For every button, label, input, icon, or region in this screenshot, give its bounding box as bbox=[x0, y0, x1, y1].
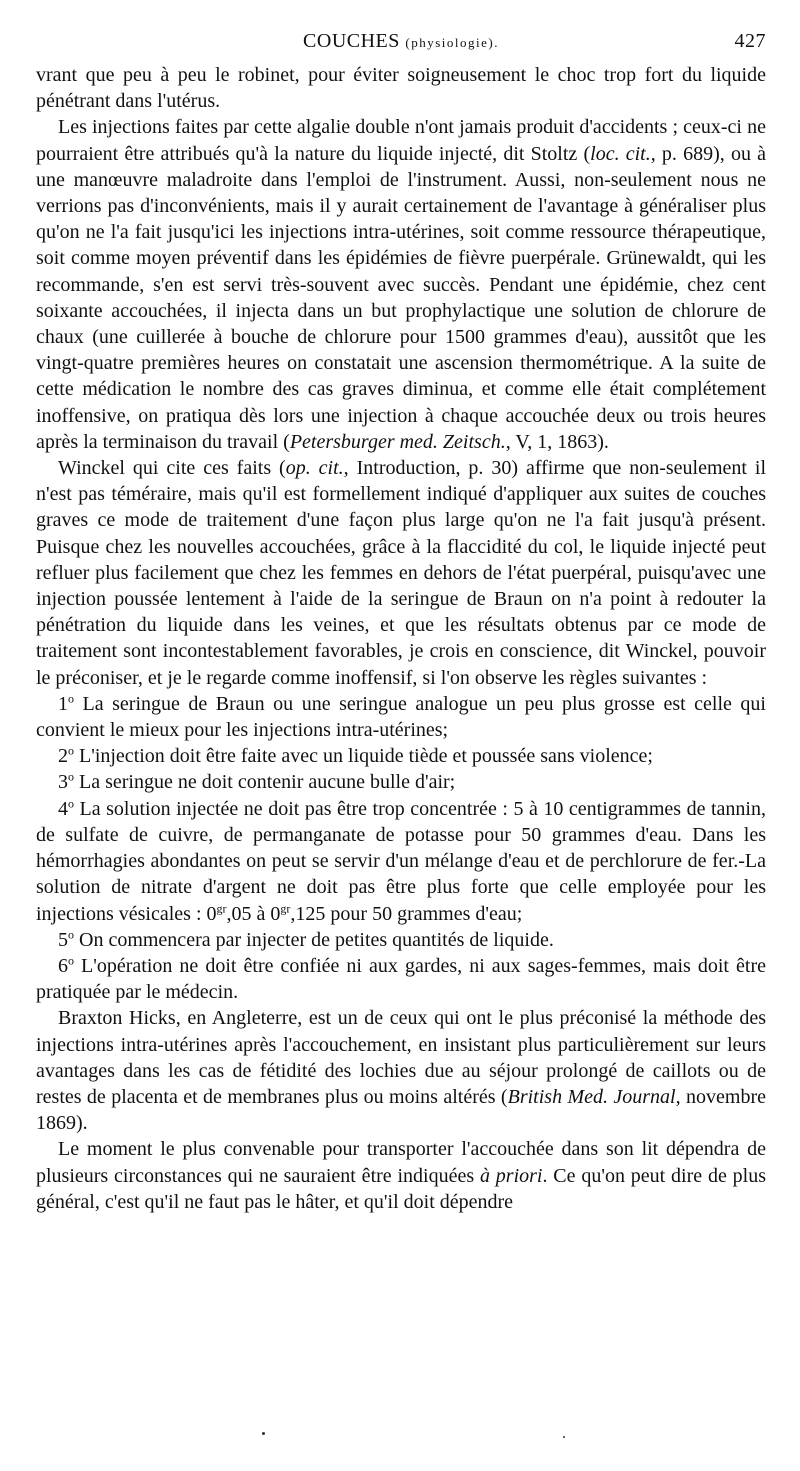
italic-text: Petersburger med. Zeitsch. bbox=[289, 430, 506, 453]
paragraph bbox=[36, 114, 766, 455]
running-title-main: COUCHES bbox=[303, 30, 400, 52]
running-title-subject: (physiologie). bbox=[405, 35, 499, 50]
superscript: o bbox=[68, 691, 74, 706]
paragraph bbox=[36, 1136, 766, 1215]
text-run: 3 bbox=[58, 771, 68, 794]
list-item bbox=[36, 769, 766, 795]
page-body bbox=[36, 62, 766, 1215]
text-run: 2 bbox=[58, 745, 68, 768]
text-run: , Introduction, p. 30) affirme que non-seulement il n'est pas téméraire, mais qu'il est formellement indiqué d'appliquer aux suites de couches graves ce mode de traitement d'une façon plus large qu'on ne l'a fait jusqu'à présent. Puisque chez les nouvelles accouchées, grâce à la flaccidité du col, le liquide injecté peut refluer plus facilement que chez les femmes en dehors de l'état puerpéral, puisqu'avec une injection poussée lentement à l'aide de la seringue de Braun on n'a point à redouter la pénétration du liquide dans les veines, et que les résultats obtenus par ce mode de traitement sont incontestablement favorables, je crois en conscience, dit Winckel, pouvoir le préconiser, et je le regarde comme inoffensif, si l'on observe les règles suivantes : bbox=[36, 457, 767, 689]
superscript: o bbox=[68, 927, 74, 942]
text-run: L'opération ne doit être confiée ni aux gardes, ni aux sages-femmes, mais doit être pratiquée par le médecin. bbox=[36, 954, 766, 1004]
text-run: On commencera par injecter de petites quantités de liquide. bbox=[74, 928, 554, 951]
running-header bbox=[36, 30, 766, 56]
text-run: Braxton Hicks, en Angleterre, est un de ceux qui ont le plus préconisé la méthode des injections intra-utérines après l'accouchement, en insistant plus particulièrement sur leurs avantages dans les cas de fétidité des lochies due au séjour prolongé de caillots ou de restes de placenta et de membranes plus ou moins altérés ( bbox=[36, 1007, 766, 1108]
superscript: gr bbox=[280, 900, 291, 915]
paragraph bbox=[36, 1005, 766, 1136]
list-item bbox=[36, 691, 766, 743]
text-run: ,05 à 0 bbox=[226, 902, 281, 925]
text-run: 1 bbox=[58, 692, 68, 715]
text-run: 6 bbox=[58, 954, 68, 977]
text-run: Les injections faites par cette algalie double n'ont jamais produit d'accidents ; ceux-ci ne pourraient être attribués qu'à la nature du liquide injecté, dit Stoltz ( bbox=[36, 116, 766, 165]
text-run: 5 bbox=[58, 928, 68, 951]
paragraph bbox=[36, 455, 766, 691]
italic-text: British Med. Journal bbox=[507, 1085, 676, 1108]
superscript: o bbox=[68, 796, 74, 811]
running-title bbox=[36, 30, 766, 53]
print-speck bbox=[262, 1432, 265, 1435]
superscript: o bbox=[68, 769, 74, 784]
text-run: . Ce qu'on peut dire de plus général, c'est qu'il ne faut pas le hâter, et qu'il doit dépendre bbox=[36, 1164, 766, 1213]
text-run: Le moment le plus convenable pour transporter l'accouchée dans son lit dépendra de plusieurs circonstances qui ne sauraient être indiquées bbox=[36, 1138, 766, 1187]
superscript: gr bbox=[216, 900, 227, 915]
superscript: o bbox=[68, 953, 74, 968]
paragraph bbox=[36, 62, 766, 114]
page-number: 427 bbox=[734, 30, 766, 52]
print-speck bbox=[563, 1436, 565, 1438]
list-item bbox=[36, 927, 766, 953]
text-run: , novembre 1869). bbox=[36, 1085, 766, 1135]
superscript: o bbox=[68, 743, 74, 758]
text-run: La solution injectée ne doit pas être trop concentrée : 5 à 10 centigrammes de tannin, de sulfate de cuivre, de permanganate de potasse pour 50 grammes d'eau. Dans les hémorrhagies abondantes on peut se servir d'un mélange d'eau et de perchlorure de fer.-La solution de nitrate d'argent ne doit pas être plus forte que celle employée pour les injections vésicales : 0 bbox=[36, 797, 766, 925]
text-run: ,125 pour 50 grammes d'eau; bbox=[290, 902, 523, 925]
text-run: , V, 1, 1863). bbox=[505, 430, 609, 453]
text-run: , p. 689), ou à une manœuvre maladroite dans l'emploi de l'instrument. Aussi, non-seulement nous ne verrions pas d'inconvénients, mais il y aurait certainement de l'avantage à généraliser plus qu'on ne l'a fait jusqu'ici les injections intra-utérines, soit comme ressource thérapeutique, soit comme moyen préventif dans les épidémies de fièvre puerpérale. Grünewaldt, qui les recommande, s'en est servi très-souvent avec succès. Pendant une épidémie, chez cent soixante accouchées, il injecta dans un but prophylactique une solution de chlorure de chaux (une cuillerée à bouche de chlorure pour 1500 grammes d'eau), aussitôt que les vingt-quatre premières heures on constatait une ascension thermométrique. A la suite de cette médication le nombre des cas graves diminua, et comme elle était complétement inoffensive, on pratiqua dès lors une injection à chaque accouchée deux ou trois heures après la terminaison du travail ( bbox=[36, 142, 766, 453]
italic-text: à priori bbox=[479, 1164, 543, 1187]
list-item bbox=[36, 743, 766, 769]
text-run: La seringue ne doit contenir aucune bulle d'air; bbox=[74, 771, 456, 794]
text-run: La seringue de Braun ou une seringue analogue un peu plus grosse est celle qui convient le mieux pour les injections intra-utérines; bbox=[36, 692, 766, 742]
text-run: Winckel qui cite ces faits ( bbox=[58, 457, 286, 480]
text-run: L'injection doit être faite avec un liquide tiède et poussée sans violence; bbox=[74, 745, 653, 768]
italic-text: op. cit. bbox=[285, 457, 344, 480]
italic-text: loc. cit. bbox=[590, 142, 651, 165]
text-run: 4 bbox=[58, 797, 68, 820]
list-item bbox=[36, 796, 766, 927]
text-run: vrant que peu à peu le robinet, pour éviter soigneusement le choc trop fort du liquide pénétrant dans l'utérus. bbox=[36, 64, 766, 113]
list-item bbox=[36, 953, 766, 1005]
